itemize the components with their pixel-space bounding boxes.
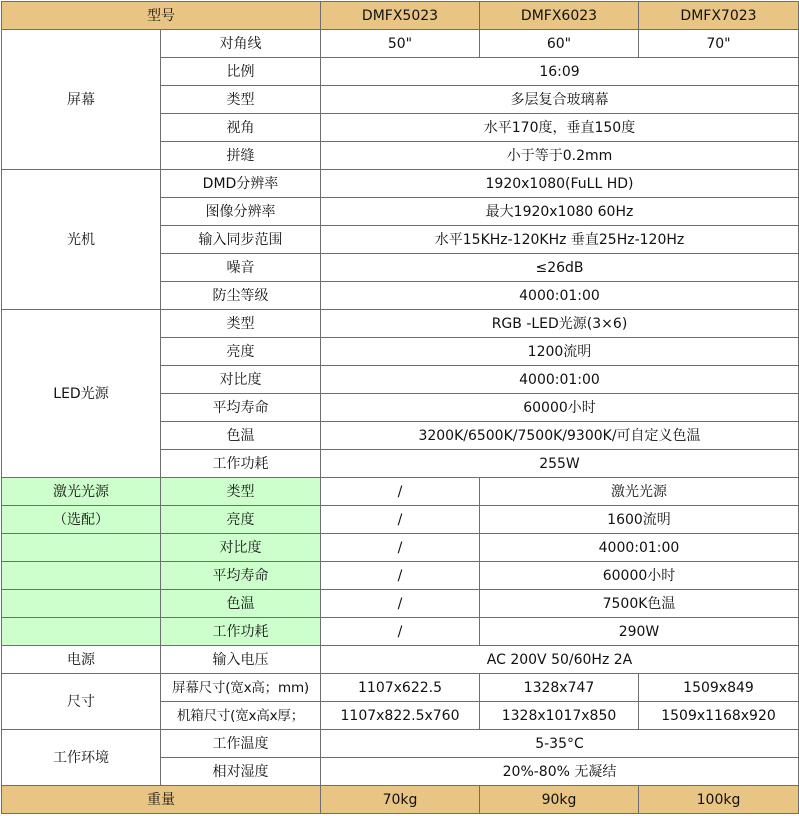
cell-value: AC 200V 50/60Hz 2A	[321, 646, 799, 674]
group-spacer	[2, 590, 161, 618]
table-row	[2, 478, 799, 506]
model-name: DMFX7023	[639, 2, 799, 30]
row-label: 工作功耗	[161, 618, 321, 646]
cell-value: 60000小时	[480, 562, 799, 590]
weight-row	[2, 786, 799, 814]
row-label: 亮度	[161, 338, 321, 366]
row-label: 机箱尺寸(宽x高x厚；	[161, 702, 321, 730]
cell-value: 水平170度，垂直150度	[321, 114, 799, 142]
model-header-label: 型号	[2, 2, 321, 30]
row-label: 对角线	[161, 30, 321, 58]
group-label-power: 电源	[2, 646, 161, 674]
row-label: 屏幕尺寸(宽x高；mm)	[161, 674, 321, 702]
table-row	[2, 730, 799, 758]
cell-value: 水平15KHz-120KHz 垂直25Hz-120Hz	[321, 226, 799, 254]
group-label-led: LED光源	[2, 310, 161, 478]
table-row	[2, 618, 799, 646]
cell-value: 4000:01:00	[321, 282, 799, 310]
cell-value: 4000:01:00	[480, 534, 799, 562]
cell-value: 3200K/6500K/7500K/9300K/可自定义色温	[321, 422, 799, 450]
cell-value: 1107x622.5	[321, 674, 480, 702]
row-label: 类型	[161, 478, 321, 506]
group-label-environment: 工作环境	[2, 730, 161, 786]
table-row	[2, 506, 799, 534]
row-label: 工作功耗	[161, 450, 321, 478]
header-row	[2, 2, 799, 30]
cell-value: 100kg	[639, 786, 799, 814]
row-label: 色温	[161, 422, 321, 450]
table-row	[2, 310, 799, 338]
row-label: 工作温度	[161, 730, 321, 758]
cell-value: /	[321, 478, 480, 506]
cell-value: 50"	[321, 30, 480, 58]
row-label: 拼缝	[161, 142, 321, 170]
table-row	[2, 646, 799, 674]
row-label: 输入电压	[161, 646, 321, 674]
cell-value: 60"	[480, 30, 639, 58]
row-label: 相对湿度	[161, 758, 321, 786]
group-spacer	[2, 618, 161, 646]
cell-value: 1509x1168x920	[639, 702, 799, 730]
row-label: 类型	[161, 86, 321, 114]
table-row	[2, 534, 799, 562]
row-label: 对比度	[161, 534, 321, 562]
cell-value: /	[321, 590, 480, 618]
cell-value: 小于等于0.2mm	[321, 142, 799, 170]
row-label: 对比度	[161, 366, 321, 394]
cell-value: ≤26dB	[321, 254, 799, 282]
table-row	[2, 30, 799, 58]
group-label-laser: 激光光源	[2, 478, 161, 506]
cell-value: 16:09	[321, 58, 799, 86]
cell-value: 90kg	[480, 786, 639, 814]
row-label: 平均寿命	[161, 562, 321, 590]
cell-value: 1600流明	[480, 506, 799, 534]
cell-value: /	[321, 506, 480, 534]
cell-value: 20%-80% 无凝结	[321, 758, 799, 786]
cell-value: 最大1920x1080 60Hz	[321, 198, 799, 226]
cell-value: /	[321, 534, 480, 562]
cell-value: 290W	[480, 618, 799, 646]
row-label: 色温	[161, 590, 321, 618]
group-label-optics: 光机	[2, 170, 161, 310]
row-label: 比例	[161, 58, 321, 86]
table-row	[2, 170, 799, 198]
row-label: 平均寿命	[161, 394, 321, 422]
cell-value: 60000小时	[321, 394, 799, 422]
row-label: 噪音	[161, 254, 321, 282]
cell-value: 1107x822.5x760	[321, 702, 480, 730]
row-label: 亮度	[161, 506, 321, 534]
table-row	[2, 674, 799, 702]
row-label: 防尘等级	[161, 282, 321, 310]
cell-value: /	[321, 618, 480, 646]
cell-value: 激光光源	[480, 478, 799, 506]
cell-value: 1328x747	[480, 674, 639, 702]
cell-value: 多层复合玻璃幕	[321, 86, 799, 114]
row-label: 图像分辨率	[161, 198, 321, 226]
spec-table	[1, 1, 799, 814]
cell-value: /	[321, 562, 480, 590]
group-label-screen: 屏幕	[2, 30, 161, 170]
cell-value: 7500K色温	[480, 590, 799, 618]
table-row	[2, 562, 799, 590]
row-label: 类型	[161, 310, 321, 338]
cell-value: RGB -LED光源(3×6)	[321, 310, 799, 338]
weight-label: 重量	[2, 786, 321, 814]
cell-value: 1509x849	[639, 674, 799, 702]
group-spacer	[2, 534, 161, 562]
table-row	[2, 590, 799, 618]
group-label-size: 尺寸	[2, 674, 161, 730]
cell-value: 1920x1080(FuLL HD)	[321, 170, 799, 198]
cell-value: 1200流明	[321, 338, 799, 366]
cell-value: 255W	[321, 450, 799, 478]
cell-value: 70kg	[321, 786, 480, 814]
group-label-laser-optional: （选配）	[2, 506, 161, 534]
row-label: 视角	[161, 114, 321, 142]
row-label: 输入同步范围	[161, 226, 321, 254]
model-name: DMFX6023	[480, 2, 639, 30]
cell-value: 5-35°C	[321, 730, 799, 758]
cell-value: 70"	[639, 30, 799, 58]
group-spacer	[2, 562, 161, 590]
model-name: DMFX5023	[321, 2, 480, 30]
cell-value: 1328x1017x850	[480, 702, 639, 730]
row-label: DMD分辨率	[161, 170, 321, 198]
cell-value: 4000:01:00	[321, 366, 799, 394]
